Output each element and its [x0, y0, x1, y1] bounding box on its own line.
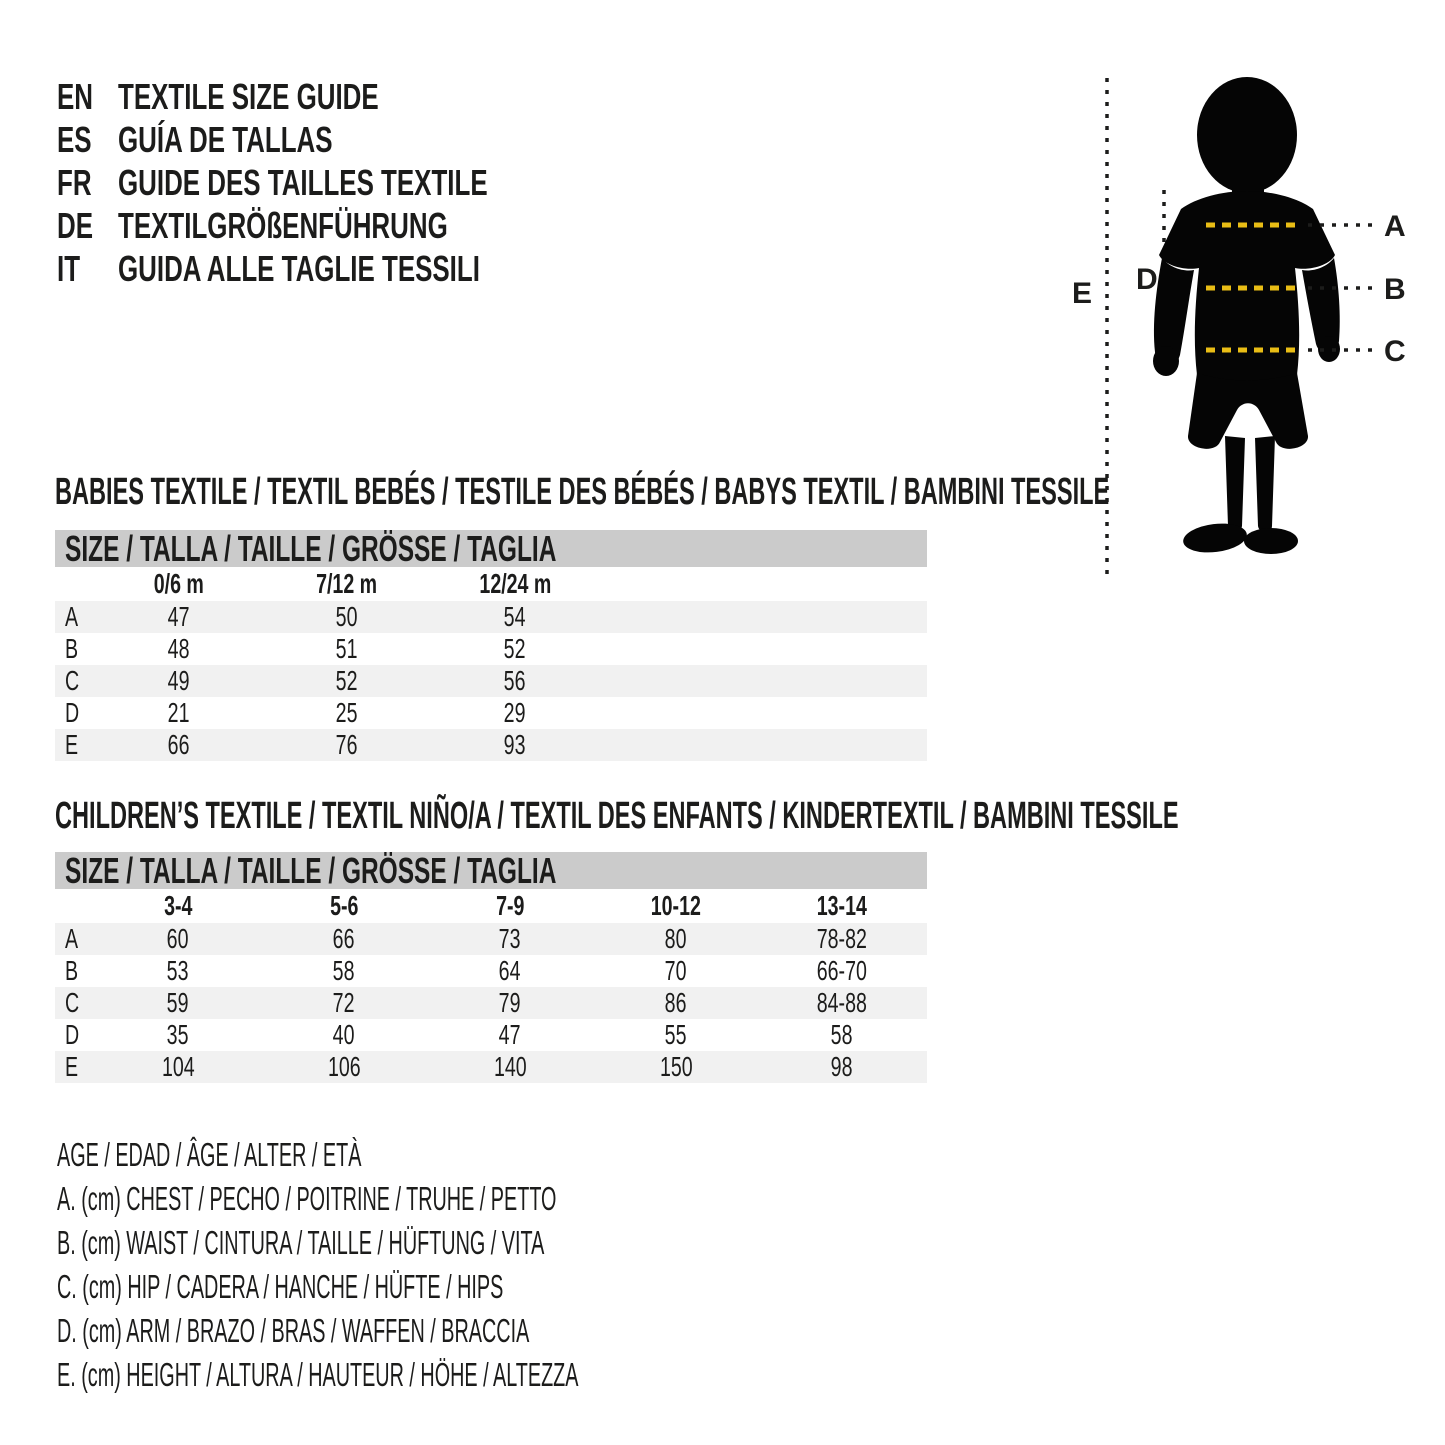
table-cell: 76 — [336, 729, 358, 760]
table-cell: 25 — [336, 697, 358, 728]
table-cell: 78-82 — [816, 923, 868, 954]
legend-waist-line: B. (cm) WAIST / CINTURA / TAILLE / HÜFTUNG / VITA — [57, 1224, 545, 1261]
language-code: DE — [57, 204, 94, 246]
table-row — [55, 729, 927, 761]
language-code: FR — [57, 161, 92, 203]
table-cell: 73 — [499, 923, 521, 954]
table-row — [55, 633, 927, 665]
guide-title-es: GUÍA DE TALLAS — [118, 118, 333, 160]
table-cell: 60 — [167, 923, 189, 954]
column-header: 5-6 — [329, 890, 359, 921]
column-header: 7/12 m — [316, 568, 378, 599]
legend-height-line: E. (cm) HEIGHT / ALTURA / HAUTEUR / HÖHE / ALTEZZA — [57, 1356, 579, 1393]
table-cell: 66 — [168, 729, 190, 760]
legend-hip-line: C. (cm) HIP / CADERA / HANCHE / HÜFTE / HIPS — [57, 1268, 504, 1305]
measurement-legend — [57, 1133, 926, 1397]
table-row — [55, 1019, 927, 1051]
table-cell: 51 — [336, 633, 358, 664]
table-cell: 58 — [831, 1019, 853, 1050]
row-label: B — [65, 955, 79, 986]
language-code: EN — [57, 75, 94, 117]
silhouette-head — [1197, 77, 1297, 193]
table-cell: 47 — [168, 601, 190, 632]
size-header-bar: SIZE / TALLA / TAILLE / GRÖSSE / TAGLIA — [55, 530, 927, 567]
table-cell: 29 — [504, 697, 526, 728]
table-cell: 56 — [504, 665, 526, 696]
row-label: C — [65, 987, 80, 1018]
table-cell: 79 — [499, 987, 521, 1018]
guide-title-en: TEXTILE SIZE GUIDE — [118, 75, 379, 117]
row-label: E — [65, 1051, 79, 1082]
column-header: 7-9 — [495, 890, 525, 921]
table-cell: 48 — [168, 633, 190, 664]
guide-title-it: GUIDA ALLE TAGLIE TESSILI — [118, 247, 480, 289]
table-cell: 66 — [333, 923, 355, 954]
measure-label-c: C — [1384, 335, 1406, 368]
language-row-it — [57, 247, 631, 290]
row-label: C — [65, 665, 80, 696]
measure-label-a: A — [1384, 210, 1406, 243]
row-label: B — [65, 633, 79, 664]
children-column-headers — [55, 889, 927, 923]
table-cell: 64 — [499, 955, 521, 986]
table-cell: 140 — [493, 1051, 527, 1082]
row-label: D — [65, 1019, 80, 1050]
table-row — [55, 665, 927, 697]
table-cell: 72 — [333, 987, 355, 1018]
table-cell: 84-88 — [816, 987, 868, 1018]
babies-section-heading: BABIES TEXTILE / TEXTIL BEBÉS / TESTILE DES BÉBÉS / BABYS TEXTIL / BAMBINI TESSILE — [55, 470, 1110, 513]
table-cell: 49 — [168, 665, 190, 696]
measure-label-e: E — [1072, 277, 1093, 310]
table-cell: 21 — [168, 697, 190, 728]
table-cell: 52 — [504, 633, 526, 664]
table-row — [55, 987, 927, 1019]
table-cell: 53 — [167, 955, 189, 986]
table-cell: 106 — [327, 1051, 361, 1082]
language-row-es — [57, 118, 631, 161]
guide-title-de: TEXTILGRÖßENFÜHRUNG — [118, 204, 448, 246]
column-header: 3-4 — [163, 890, 193, 921]
babies-column-headers — [55, 567, 927, 601]
table-cell: 58 — [333, 955, 355, 986]
table-cell: 40 — [333, 1019, 355, 1050]
row-label: D — [65, 697, 80, 728]
language-title-list — [57, 75, 631, 290]
table-cell: 59 — [167, 987, 189, 1018]
measure-label-d: D — [1136, 263, 1158, 296]
column-header: 10-12 — [650, 890, 702, 921]
size-header-bar: SIZE / TALLA / TAILLE / GRÖSSE / TAGLIA — [55, 852, 927, 889]
measurement-figure — [1048, 58, 1445, 603]
language-code: ES — [57, 118, 92, 160]
children-size-table — [55, 849, 927, 1083]
table-cell: 55 — [665, 1019, 687, 1050]
language-row-en — [57, 75, 631, 118]
table-cell: 66-70 — [816, 955, 868, 986]
silhouette-left-hand — [1153, 346, 1179, 376]
column-header: 13-14 — [816, 890, 868, 921]
language-code: IT — [57, 247, 81, 289]
table-row — [55, 601, 927, 633]
silhouette-right-shoe — [1244, 528, 1298, 554]
measure-label-b: B — [1384, 273, 1406, 306]
table-row — [55, 923, 927, 955]
table-cell: 150 — [659, 1051, 693, 1082]
table-cell: 104 — [161, 1051, 195, 1082]
row-label: E — [65, 729, 79, 760]
column-header: 12/24 m — [479, 568, 551, 599]
table-cell: 47 — [499, 1019, 521, 1050]
language-row-fr — [57, 161, 631, 204]
table-cell: 35 — [167, 1019, 189, 1050]
table-cell: 86 — [665, 987, 687, 1018]
table-cell: 54 — [504, 601, 526, 632]
babies-size-table — [55, 527, 927, 761]
row-label: A — [65, 923, 79, 954]
row-label: A — [65, 601, 79, 632]
table-cell: 52 — [336, 665, 358, 696]
table-cell: 98 — [831, 1051, 853, 1082]
table-row — [55, 1051, 927, 1083]
legend-arm-line: D. (cm) ARM / BRAZO / BRAS / WAFFEN / BRACCIA — [57, 1312, 530, 1349]
silhouette-shorts — [1188, 373, 1308, 449]
table-cell: 70 — [665, 955, 687, 986]
language-row-de — [57, 204, 631, 247]
table-row — [55, 697, 927, 729]
table-cell: 50 — [336, 601, 358, 632]
guide-title-fr: GUIDE DES TAILLES TEXTILE — [118, 161, 488, 203]
column-header: 0/6 m — [153, 568, 205, 599]
legend-age-line: AGE / EDAD / ÂGE / ALTER / ETÀ — [57, 1136, 362, 1173]
table-cell: 93 — [504, 729, 526, 760]
table-cell: 80 — [665, 923, 687, 954]
children-section-heading: CHILDREN’S TEXTILE / TEXTIL NIÑO/A / TEXTIL DES ENFANTS / KINDERTEXTIL / BAMBINI TESSILE — [55, 794, 1179, 837]
legend-chest-line: A. (cm) CHEST / PECHO / POITRINE / TRUHE / PETTO — [57, 1180, 557, 1217]
table-row — [55, 955, 927, 987]
